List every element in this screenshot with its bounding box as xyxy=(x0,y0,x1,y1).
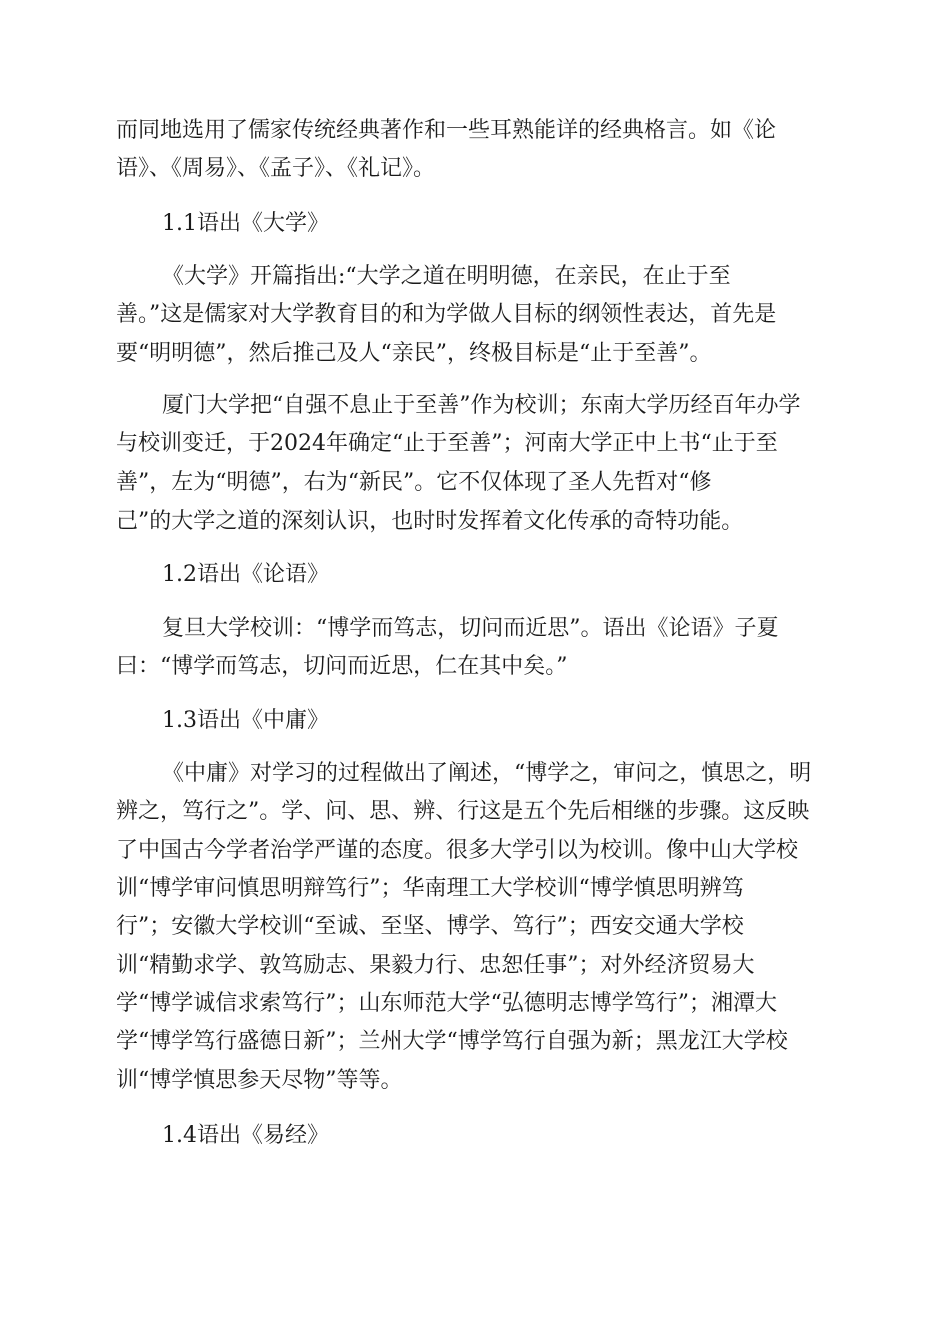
paragraph-line: 己”的大学之道的深刻认识，也时时发挥着文化传承的奇特功能。 xyxy=(116,509,744,534)
paragraph-line: 复旦大学校训：“博学而笃志，切问而近思”。语出《论语》子夏 xyxy=(162,616,779,641)
paragraph-line: 语》、《周易》、《孟子》、《礼记》。 xyxy=(116,156,436,181)
paragraph-line: 训“精勤求学、敦笃励志、果毅力行、忠恕任事”；对外经济贸易大 xyxy=(116,953,755,978)
section-heading-1-4: 1.4语出《易经》 xyxy=(162,1123,329,1148)
paragraph-line: 曰：“博学而笃志，切问而近思，仁在其中矣。” xyxy=(116,654,568,679)
section-heading-1-2: 1.2语出《论语》 xyxy=(162,562,329,587)
paragraph-line: 善。”这是儒家对大学教育目的和为学做人目标的纲领性表达，首先是 xyxy=(116,302,777,327)
paragraph-line: 训“博学慎思参天尽物”等等。 xyxy=(116,1068,403,1093)
paragraph-line: 了中国古今学者治学严谨的态度。很多大学引以为校训。像中山大学校 xyxy=(116,838,799,863)
paragraph-line: 《大学》开篇指出:“大学之道在明明德，在亲民，在止于至 xyxy=(162,264,731,289)
paragraph-line: 与校训变迁，于2024年确定“止于至善”；河南大学正中上书“止于至 xyxy=(116,431,778,456)
paragraph-line: 行”；安徽大学校训“至诚、至坚、博学、笃行”；西安交通大学校 xyxy=(116,914,744,939)
paragraph-line: 要“明明德”，然后推己及人“亲民”，终极目标是“止于至善”。 xyxy=(116,341,712,366)
paragraph-line: 厦门大学把“自强不息止于至善”作为校训；东南大学历经百年办学 xyxy=(162,393,801,418)
paragraph-line: 而同地选用了儒家传统经典著作和一些耳熟能详的经典格言。如《论 xyxy=(116,118,777,143)
paragraph-line: 辨之，笃行之”。学、问、思、辨、行这是五个先后相继的步骤。这反映 xyxy=(116,799,810,824)
section-heading-1-3: 1.3语出《中庸》 xyxy=(162,708,329,733)
paragraph-line: 《中庸》对学习的过程做出了阐述，“博学之，审问之，慎思之，明 xyxy=(162,761,812,786)
paragraph-line: 学“博学诚信求索笃行”；山东师范大学“弘德明志博学笃行”；湘潭大 xyxy=(116,991,777,1016)
paragraph-line: 学“博学笃行盛德日新”；兰州大学“博学笃行自强为新；黑龙江大学校 xyxy=(116,1029,788,1054)
section-heading-1-1: 1.1语出《大学》 xyxy=(162,211,329,236)
paragraph-line: 训“博学审问慎思明辩笃行”；华南理工大学校训“博学慎思明辨笃 xyxy=(116,876,744,901)
paragraph-line: 善”，左为“明德”，右为“新民”。它不仅体现了圣人先哲对“修 xyxy=(116,470,712,495)
